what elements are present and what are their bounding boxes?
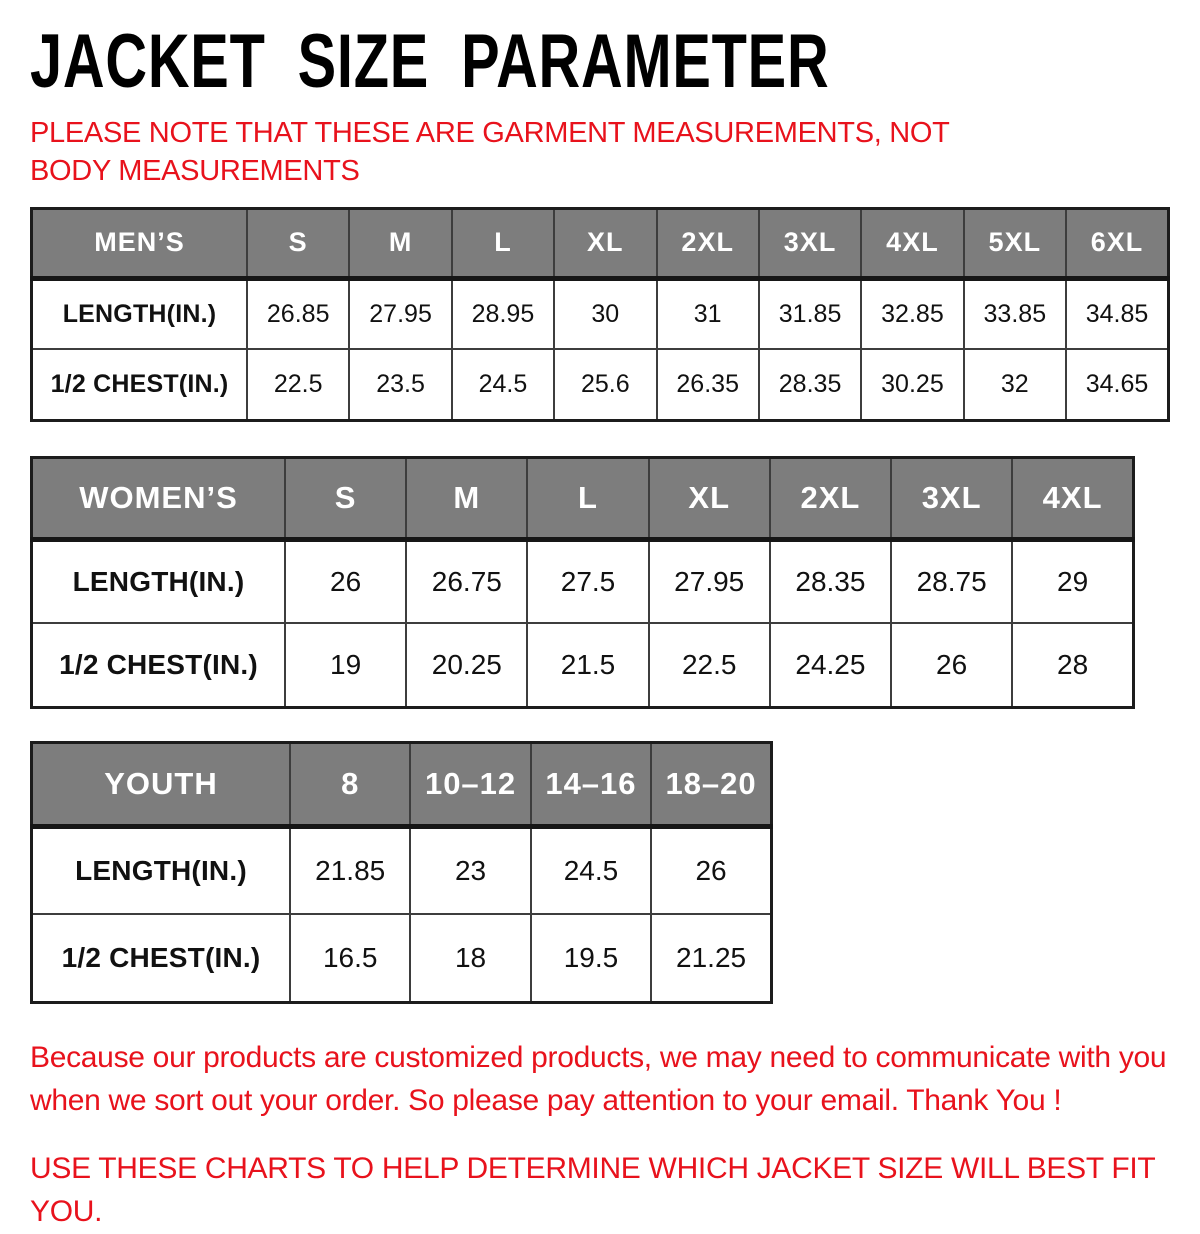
table-group-header: YOUTH [32, 742, 291, 826]
table-row [32, 623, 1134, 707]
size-value-cell: 28 [1012, 623, 1133, 707]
size-column-header: 4XL [861, 208, 963, 278]
size-value-cell: 26.75 [406, 539, 527, 623]
size-value-cell: 26 [285, 539, 406, 623]
size-column-header: 3XL [891, 457, 1012, 539]
table-group-header: WOMEN’S [32, 457, 286, 539]
size-column-header: L [527, 457, 648, 539]
customization-notice: Because our products are customized products, we may need to communicate with you when we sort out your order. So please pay attention to your email. Thank You ! [30, 1040, 1167, 1118]
size-column-header: S [247, 208, 349, 278]
size-value-cell: 26 [891, 623, 1012, 707]
size-value-cell: 24.5 [452, 349, 554, 420]
size-value-cell: 24.5 [531, 826, 651, 914]
size-column-header: S [285, 457, 406, 539]
size-value-cell: 21.5 [527, 623, 648, 707]
size-value-cell: 32 [964, 349, 1066, 420]
size-column-header: 14–16 [531, 742, 651, 826]
size-column-header: 5XL [964, 208, 1066, 278]
size-value-cell: 21.25 [651, 914, 771, 1002]
size-column-header: M [406, 457, 527, 539]
size-value-cell: 19.5 [531, 914, 651, 1002]
chart-usage-notice: USE THESE CHARTS TO HELP DETERMINE WHICH JACKET SIZE WILL BEST FIT YOU. [30, 1151, 1155, 1229]
size-value-cell: 27.95 [349, 278, 451, 349]
size-value-cell: 26.85 [247, 278, 349, 349]
size-value-cell: 26 [651, 826, 771, 914]
size-value-cell: 23.5 [349, 349, 451, 420]
row-label: 1/2 CHEST(IN.) [32, 914, 291, 1002]
size-value-cell: 27.95 [649, 539, 770, 623]
table-row [32, 914, 772, 1002]
size-value-cell: 34.85 [1066, 278, 1169, 349]
size-value-cell: 29 [1012, 539, 1133, 623]
size-value-cell: 26.35 [657, 349, 759, 420]
table-row [32, 826, 772, 914]
size-value-cell: 31 [657, 278, 759, 349]
size-value-cell: 19 [285, 623, 406, 707]
size-value-cell: 21.85 [290, 826, 410, 914]
size-column-header: XL [554, 208, 656, 278]
row-label: LENGTH(IN.) [32, 539, 286, 623]
garment-measurement-note: PLEASE NOTE THAT THESE ARE GARMENT MEASUREMENTS, NOT BODY MEASUREMENTS [30, 117, 950, 188]
size-value-cell: 30.25 [861, 349, 963, 420]
size-column-header: 8 [290, 742, 410, 826]
size-value-cell: 25.6 [554, 349, 656, 420]
size-column-header: 6XL [1066, 208, 1169, 278]
size-column-header: XL [649, 457, 770, 539]
row-label: 1/2 CHEST(IN.) [32, 623, 286, 707]
table-row [32, 539, 1134, 623]
size-value-cell: 27.5 [527, 539, 648, 623]
footer-notes [30, 1036, 1170, 1234]
size-value-cell: 24.25 [770, 623, 891, 707]
size-value-cell: 20.25 [406, 623, 527, 707]
mens-size-table [30, 207, 1170, 422]
size-value-cell: 30 [554, 278, 656, 349]
table-group-header: MEN’S [32, 208, 248, 278]
size-column-header: 10–12 [410, 742, 530, 826]
size-value-cell: 28.75 [891, 539, 1012, 623]
size-value-cell: 28.35 [759, 349, 861, 420]
table-row [32, 278, 1169, 349]
table-row [32, 349, 1169, 420]
size-value-cell: 32.85 [861, 278, 963, 349]
size-value-cell: 34.65 [1066, 349, 1169, 420]
size-value-cell: 31.85 [759, 278, 861, 349]
size-value-cell: 33.85 [964, 278, 1066, 349]
size-column-header: 18–20 [651, 742, 771, 826]
size-column-header: 2XL [770, 457, 891, 539]
size-value-cell: 22.5 [247, 349, 349, 420]
size-chart-page [0, 19, 1200, 1234]
page-title: JACKET SIZE PARAMETER [30, 19, 830, 104]
size-column-header: 2XL [657, 208, 759, 278]
row-label: 1/2 CHEST(IN.) [32, 349, 248, 420]
size-value-cell: 16.5 [290, 914, 410, 1002]
size-column-header: M [349, 208, 451, 278]
size-column-header: L [452, 208, 554, 278]
youth-size-table [30, 741, 773, 1004]
size-column-header: 4XL [1012, 457, 1133, 539]
size-value-cell: 22.5 [649, 623, 770, 707]
size-column-header: 3XL [759, 208, 861, 278]
size-value-cell: 28.35 [770, 539, 891, 623]
size-value-cell: 23 [410, 826, 530, 914]
size-value-cell: 28.95 [452, 278, 554, 349]
row-label: LENGTH(IN.) [32, 278, 248, 349]
size-value-cell: 18 [410, 914, 530, 1002]
womens-size-table [30, 456, 1135, 709]
row-label: LENGTH(IN.) [32, 826, 291, 914]
